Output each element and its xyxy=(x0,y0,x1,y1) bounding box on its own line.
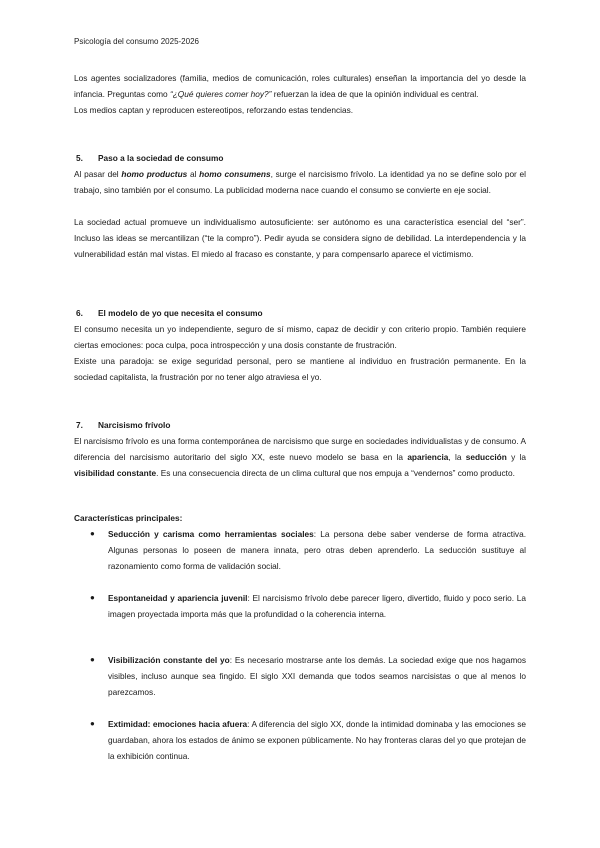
feature-title: Seducción y carisma como herramientas sociales xyxy=(108,529,314,539)
section-number: 7. xyxy=(76,420,83,430)
feature-item xyxy=(90,526,526,574)
keyword-visibilidad: visibilidad constante xyxy=(74,468,157,478)
bullet-icon: ● xyxy=(90,655,95,664)
term-homo-consumens: homo consumens xyxy=(199,169,271,179)
section-number: 6. xyxy=(76,308,83,318)
feature-title: Visibilización constante del yo xyxy=(108,655,230,665)
features-heading: Características principales: xyxy=(74,513,183,523)
text-run: El narcisismo frívolo es una forma contemporánea de narcisismo que surge en sociedades individualistas y de consumo. A diferencia del narcisismo autoritario del siglo XX, este nuevo modelo se basa en la xyxy=(74,436,526,462)
feature-item xyxy=(90,716,526,764)
text-run: . Es una consecuencia directa de un clima cultural que nos empuja a “vendernos” como producto. xyxy=(156,468,515,478)
feature-title: Extimidad: emociones hacia afuera xyxy=(108,719,248,729)
intro-paragraph-1 xyxy=(74,70,526,102)
feature-item xyxy=(90,590,526,622)
keyword-seduccion: seducción xyxy=(465,452,507,462)
section-5-paragraph-1 xyxy=(74,166,526,198)
section-6-paragraph-2: Existe una paradoja: se exige seguridad personal, pero se mantiene al individuo en frustración permanente. En la sociedad capitalista, la frustración por no tener algo atraviesa el yo. xyxy=(74,356,526,382)
text-run: y la xyxy=(506,452,527,462)
text-run: Al pasar del xyxy=(74,169,122,179)
section-title: Paso a la sociedad de consumo xyxy=(98,153,224,163)
feature-text: : El narcisismo frívolo debe parecer ligero, divertido, fluido y poco serio. La imagen proyectada importa más que la profundidad o la coherencia interna. xyxy=(108,593,527,619)
intro-section xyxy=(74,70,526,118)
section-5 xyxy=(74,150,526,262)
text-run: al xyxy=(187,169,200,179)
text-run: refuerzan la idea de que la opinión individual es central. xyxy=(271,89,479,99)
feature-text: : Es necesario mostrarse ante los demás. La sociedad exige que nos hagamos visibles, incluso aunque sea fingido. El siglo XXI demanda que todos seamos narcisistas o que al menos lo parezcamos. xyxy=(108,655,526,697)
section-6-paragraph-1: El consumo necesita un yo independiente, seguro de sí mismo, capaz de decidir y con criterio propio. También requiere ciertas emociones: poca culpa, poca introspección y una dosis constante de frustración. xyxy=(74,324,526,350)
feature-item xyxy=(90,652,526,700)
term-homo-productus: homo productus xyxy=(121,169,188,179)
page-header: Psicología del consumo 2025-2026 xyxy=(74,37,199,46)
bullet-icon: ● xyxy=(90,719,95,728)
feature-text: : La persona debe saber venderse de forma atractiva. Algunas personas lo poseen de manera innata, pero otras deben aprenderlo. La seducción sustituye al razonamiento como forma de validación social. xyxy=(108,529,527,571)
section-heading xyxy=(74,150,526,166)
text-run: Los agentes socializadores (familia, medios de comunicación, roles culturales) enseñan la importancia del yo desde la infancia. Preguntas como xyxy=(74,73,526,99)
section-7-paragraph-1 xyxy=(74,433,526,481)
feature-title: Espontaneidad y apariencia juvenil xyxy=(108,593,248,603)
section-5-paragraph-2: La sociedad actual promueve un individualismo autosuficiente: ser autónomo es una característica esencial del “ser”. Incluso las ideas se mercantilizan (“te la compro”). Pedir ayuda se considera signo de debilidad. La interdependencia y la vulnerabilidad están mal vistas. El miedo al fracaso es constante, y para compensarlo aparece el victimismo. xyxy=(74,217,526,259)
text-run: , surge el narcisismo frívolo. La identidad ya no se define solo por el trabajo, sino también por el consumo. La publicidad moderna nace cuando el consumo se convierte en eje social. xyxy=(74,169,527,195)
section-7 xyxy=(74,417,526,481)
feature-text: : A diferencia del siglo XX, donde la intimidad dominaba y las emociones se guardaban, ahora los estados de ánimo se exponen públicamente. No hay fronteras claras del yo que protejan de la exhibición continua. xyxy=(108,719,526,761)
section-title: Narcisismo frívolo xyxy=(98,420,171,430)
section-heading xyxy=(74,417,526,433)
section-title: El modelo de yo que necesita el consumo xyxy=(98,308,263,318)
section-heading xyxy=(74,305,526,321)
intro-paragraph-2: Los medios captan y reproducen estereotipos, reforzando estas tendencias. xyxy=(74,105,354,115)
bullet-icon: ● xyxy=(90,529,95,538)
bullet-icon: ● xyxy=(90,593,95,602)
section-6 xyxy=(74,305,526,385)
text-run: , la xyxy=(448,452,466,462)
section-number: 5. xyxy=(76,153,83,163)
quoted-question: “¿Qué quieres comer hoy?” xyxy=(169,89,272,99)
keyword-apariencia: apariencia xyxy=(407,452,449,462)
features-title xyxy=(74,510,526,526)
